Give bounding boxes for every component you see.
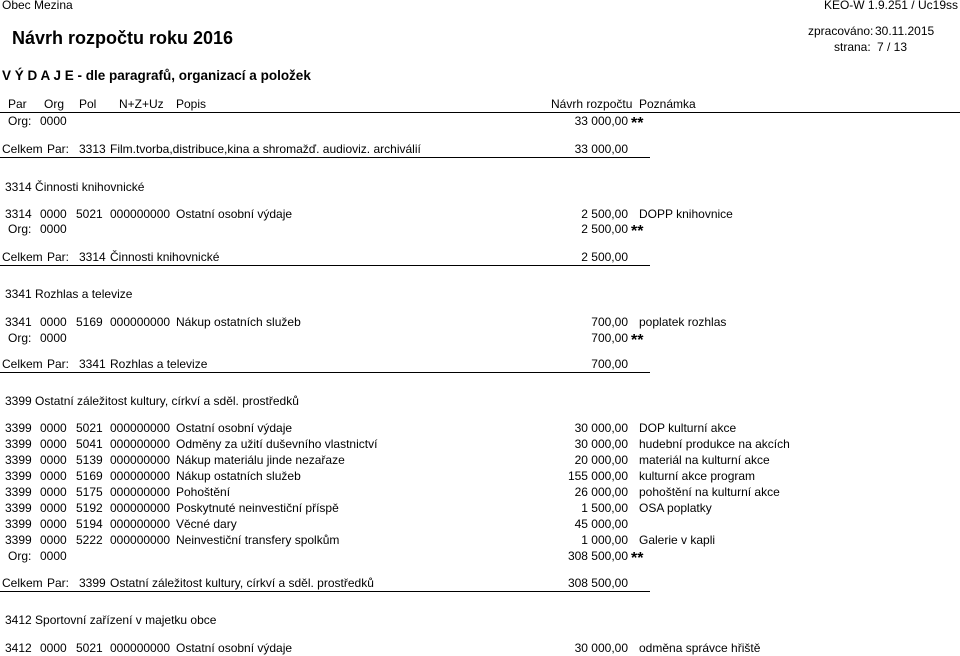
org-amount: 2 500,00 bbox=[581, 222, 628, 236]
par-label: Par: bbox=[47, 250, 70, 264]
par-name: Film.tvorba,distribuce,kina a shromažď. audioviz. archiválií bbox=[110, 142, 421, 156]
row-amount: 26 000,00 bbox=[574, 485, 628, 499]
org-code: 0000 bbox=[40, 331, 67, 345]
row-nzuz: 000000000 bbox=[110, 421, 171, 435]
col-par: Par bbox=[8, 97, 27, 111]
row-par: 3399 bbox=[5, 533, 32, 547]
row-par: 3399 bbox=[5, 485, 32, 499]
row-popis: Pohoštění bbox=[176, 485, 231, 499]
row-pol: 5021 bbox=[76, 641, 103, 655]
page-number: 7 / 13 bbox=[877, 40, 908, 54]
row-note: OSA poplatky bbox=[639, 501, 712, 515]
col-pol: Pol bbox=[79, 97, 97, 111]
row-nzuz: 000000000 bbox=[110, 315, 171, 329]
org-code: 0000 bbox=[40, 114, 67, 128]
row-note: hudební produkce na akcích bbox=[639, 437, 790, 451]
page-title: Návrh rozpočtu roku 2016 bbox=[12, 28, 234, 48]
section-header: 3314 Činnosti knihovnické bbox=[5, 180, 145, 194]
row-pol: 5222 bbox=[76, 533, 103, 547]
row-pol: 5139 bbox=[76, 453, 103, 467]
row-amount: 2 500,00 bbox=[581, 207, 628, 221]
row-nzuz: 000000000 bbox=[110, 437, 171, 451]
row-org: 0000 bbox=[40, 207, 67, 221]
par-code: 3399 bbox=[79, 576, 106, 590]
row-note: DOP kulturní akce bbox=[639, 421, 737, 435]
row-nzuz: 000000000 bbox=[110, 469, 171, 483]
row-amount: 20 000,00 bbox=[574, 453, 628, 467]
row-popis: Ostatní osobní výdaje bbox=[176, 641, 293, 655]
par-code: 3313 bbox=[79, 142, 106, 156]
section-header: 3412 Sportovní zařízení v majetku obce bbox=[5, 613, 217, 627]
row-org: 0000 bbox=[40, 517, 67, 531]
row-popis: Věcné dary bbox=[176, 517, 237, 531]
section-divider bbox=[0, 591, 650, 592]
par-name: Ostatní záležitost kultury, církví a sděl. prostředků bbox=[110, 576, 374, 590]
celkem-label: Celkem bbox=[2, 357, 43, 371]
par-label: Par: bbox=[47, 142, 70, 156]
row-popis: Nákup materiálu jinde nezařaze bbox=[176, 453, 345, 467]
row-org: 0000 bbox=[40, 533, 67, 547]
par-name: Rozhlas a televize bbox=[110, 357, 208, 371]
row-note: Galerie v kapli bbox=[639, 533, 716, 547]
row-pol: 5169 bbox=[76, 469, 103, 483]
org-code: 0000 bbox=[40, 549, 67, 563]
par-total: 308 500,00 bbox=[567, 576, 628, 590]
row-amount: 45 000,00 bbox=[574, 517, 628, 531]
row-amount: 30 000,00 bbox=[574, 421, 628, 435]
row-nzuz: 000000000 bbox=[110, 453, 171, 467]
org-code: 0000 bbox=[40, 222, 67, 236]
row-par: 3399 bbox=[5, 517, 32, 531]
row-org: 0000 bbox=[40, 315, 67, 329]
par-code: 3341 bbox=[79, 357, 106, 371]
row-pol: 5192 bbox=[76, 501, 103, 515]
org-label: Org: bbox=[8, 222, 32, 236]
org-label: Org: bbox=[8, 114, 32, 128]
section-header: 3399 Ostatní záležitost kultury, církví a sděl. prostředků bbox=[5, 394, 299, 408]
org-amount: 308 500,00 bbox=[567, 549, 628, 563]
row-nzuz: 000000000 bbox=[110, 485, 171, 499]
org-stars: ** bbox=[631, 550, 644, 567]
row-pol: 5194 bbox=[76, 517, 103, 531]
col-org: Org bbox=[44, 97, 65, 111]
row-org: 0000 bbox=[40, 453, 67, 467]
par-name: Činnosti knihovnické bbox=[110, 250, 220, 264]
report-subtitle: V Ý D A J E - dle paragrafů, organizací a položek bbox=[2, 68, 311, 83]
row-org: 0000 bbox=[40, 421, 67, 435]
col-navrh: Návrh rozpočtu bbox=[551, 97, 633, 111]
header-divider bbox=[0, 112, 960, 113]
row-popis: Odměny za užití duševního vlastnictví bbox=[176, 437, 378, 451]
par-total: 33 000,00 bbox=[574, 142, 628, 156]
row-amount: 30 000,00 bbox=[574, 641, 628, 655]
row-note: poplatek rozhlas bbox=[639, 315, 727, 329]
org-stars: ** bbox=[631, 223, 644, 240]
row-par: 3399 bbox=[5, 437, 32, 451]
row-org: 0000 bbox=[40, 437, 67, 451]
org-amount: 700,00 bbox=[591, 331, 628, 345]
section-divider bbox=[0, 372, 650, 373]
row-popis: Poskytnuté neinvestiční příspě bbox=[176, 501, 339, 515]
version-info: KEO-W 1.9.251 / Uc19ss bbox=[823, 0, 958, 12]
row-par: 3399 bbox=[5, 501, 32, 515]
section-divider bbox=[0, 157, 650, 158]
organization-name: Obec Mezina bbox=[2, 0, 73, 12]
row-par: 3314 bbox=[5, 207, 32, 221]
row-pol: 5041 bbox=[76, 437, 103, 451]
par-label: Par: bbox=[47, 357, 70, 371]
row-note: kulturní akce program bbox=[639, 469, 756, 483]
row-popis: Ostatní osobní výdaje bbox=[176, 207, 293, 221]
row-nzuz: 000000000 bbox=[110, 207, 171, 221]
col-nzuz: N+Z+Uz bbox=[119, 97, 164, 111]
row-popis: Nákup ostatních služeb bbox=[176, 469, 301, 483]
row-popis: Ostatní osobní výdaje bbox=[176, 421, 293, 435]
row-pol: 5021 bbox=[76, 207, 103, 221]
row-par: 3399 bbox=[5, 453, 32, 467]
row-par: 3399 bbox=[5, 469, 32, 483]
org-stars: ** bbox=[631, 332, 644, 349]
celkem-label: Celkem bbox=[2, 142, 43, 156]
row-note: materiál na kulturní akce bbox=[639, 453, 770, 467]
row-nzuz: 000000000 bbox=[110, 501, 171, 515]
section-header: 3341 Rozhlas a televize bbox=[5, 287, 133, 301]
row-popis: Nákup ostatních služeb bbox=[176, 315, 301, 329]
row-nzuz: 000000000 bbox=[110, 517, 171, 531]
par-label: Par: bbox=[47, 576, 70, 590]
row-org: 0000 bbox=[40, 469, 67, 483]
processed-date: 30.11.2015 bbox=[875, 24, 935, 38]
row-note: odměna správce hřiště bbox=[639, 641, 761, 655]
row-popis: Neinvestiční transfery spolkům bbox=[176, 533, 340, 547]
row-par: 3412 bbox=[5, 641, 32, 655]
row-nzuz: 000000000 bbox=[110, 533, 171, 547]
row-amount: 1 000,00 bbox=[581, 533, 628, 547]
org-amount: 33 000,00 bbox=[574, 114, 628, 128]
row-nzuz: 000000000 bbox=[110, 641, 171, 655]
row-pol: 5169 bbox=[76, 315, 103, 329]
row-amount: 30 000,00 bbox=[574, 437, 628, 451]
row-note: pohoštění na kulturní akce bbox=[639, 485, 780, 499]
celkem-label: Celkem bbox=[2, 250, 43, 264]
par-code: 3314 bbox=[79, 250, 106, 264]
processed-label: zpracováno: bbox=[808, 24, 874, 38]
col-popis: Popis bbox=[176, 97, 207, 111]
row-pol: 5175 bbox=[76, 485, 103, 499]
row-par: 3399 bbox=[5, 421, 32, 435]
par-total: 2 500,00 bbox=[581, 250, 628, 264]
row-amount: 1 500,00 bbox=[581, 501, 628, 515]
row-amount: 155 000,00 bbox=[567, 469, 628, 483]
row-org: 0000 bbox=[40, 641, 67, 655]
col-poznamka: Poznámka bbox=[639, 97, 696, 111]
row-par: 3341 bbox=[5, 315, 32, 329]
row-note: DOPP knihovnice bbox=[639, 207, 733, 221]
org-label: Org: bbox=[8, 549, 32, 563]
org-label: Org: bbox=[8, 331, 32, 345]
par-total: 700,00 bbox=[591, 357, 628, 371]
section-divider bbox=[0, 265, 650, 266]
page-label: strana: bbox=[834, 40, 871, 54]
row-org: 0000 bbox=[40, 485, 67, 499]
row-amount: 700,00 bbox=[591, 315, 628, 329]
row-org: 0000 bbox=[40, 501, 67, 515]
row-pol: 5021 bbox=[76, 421, 103, 435]
celkem-label: Celkem bbox=[2, 576, 43, 590]
org-stars: ** bbox=[631, 115, 644, 132]
